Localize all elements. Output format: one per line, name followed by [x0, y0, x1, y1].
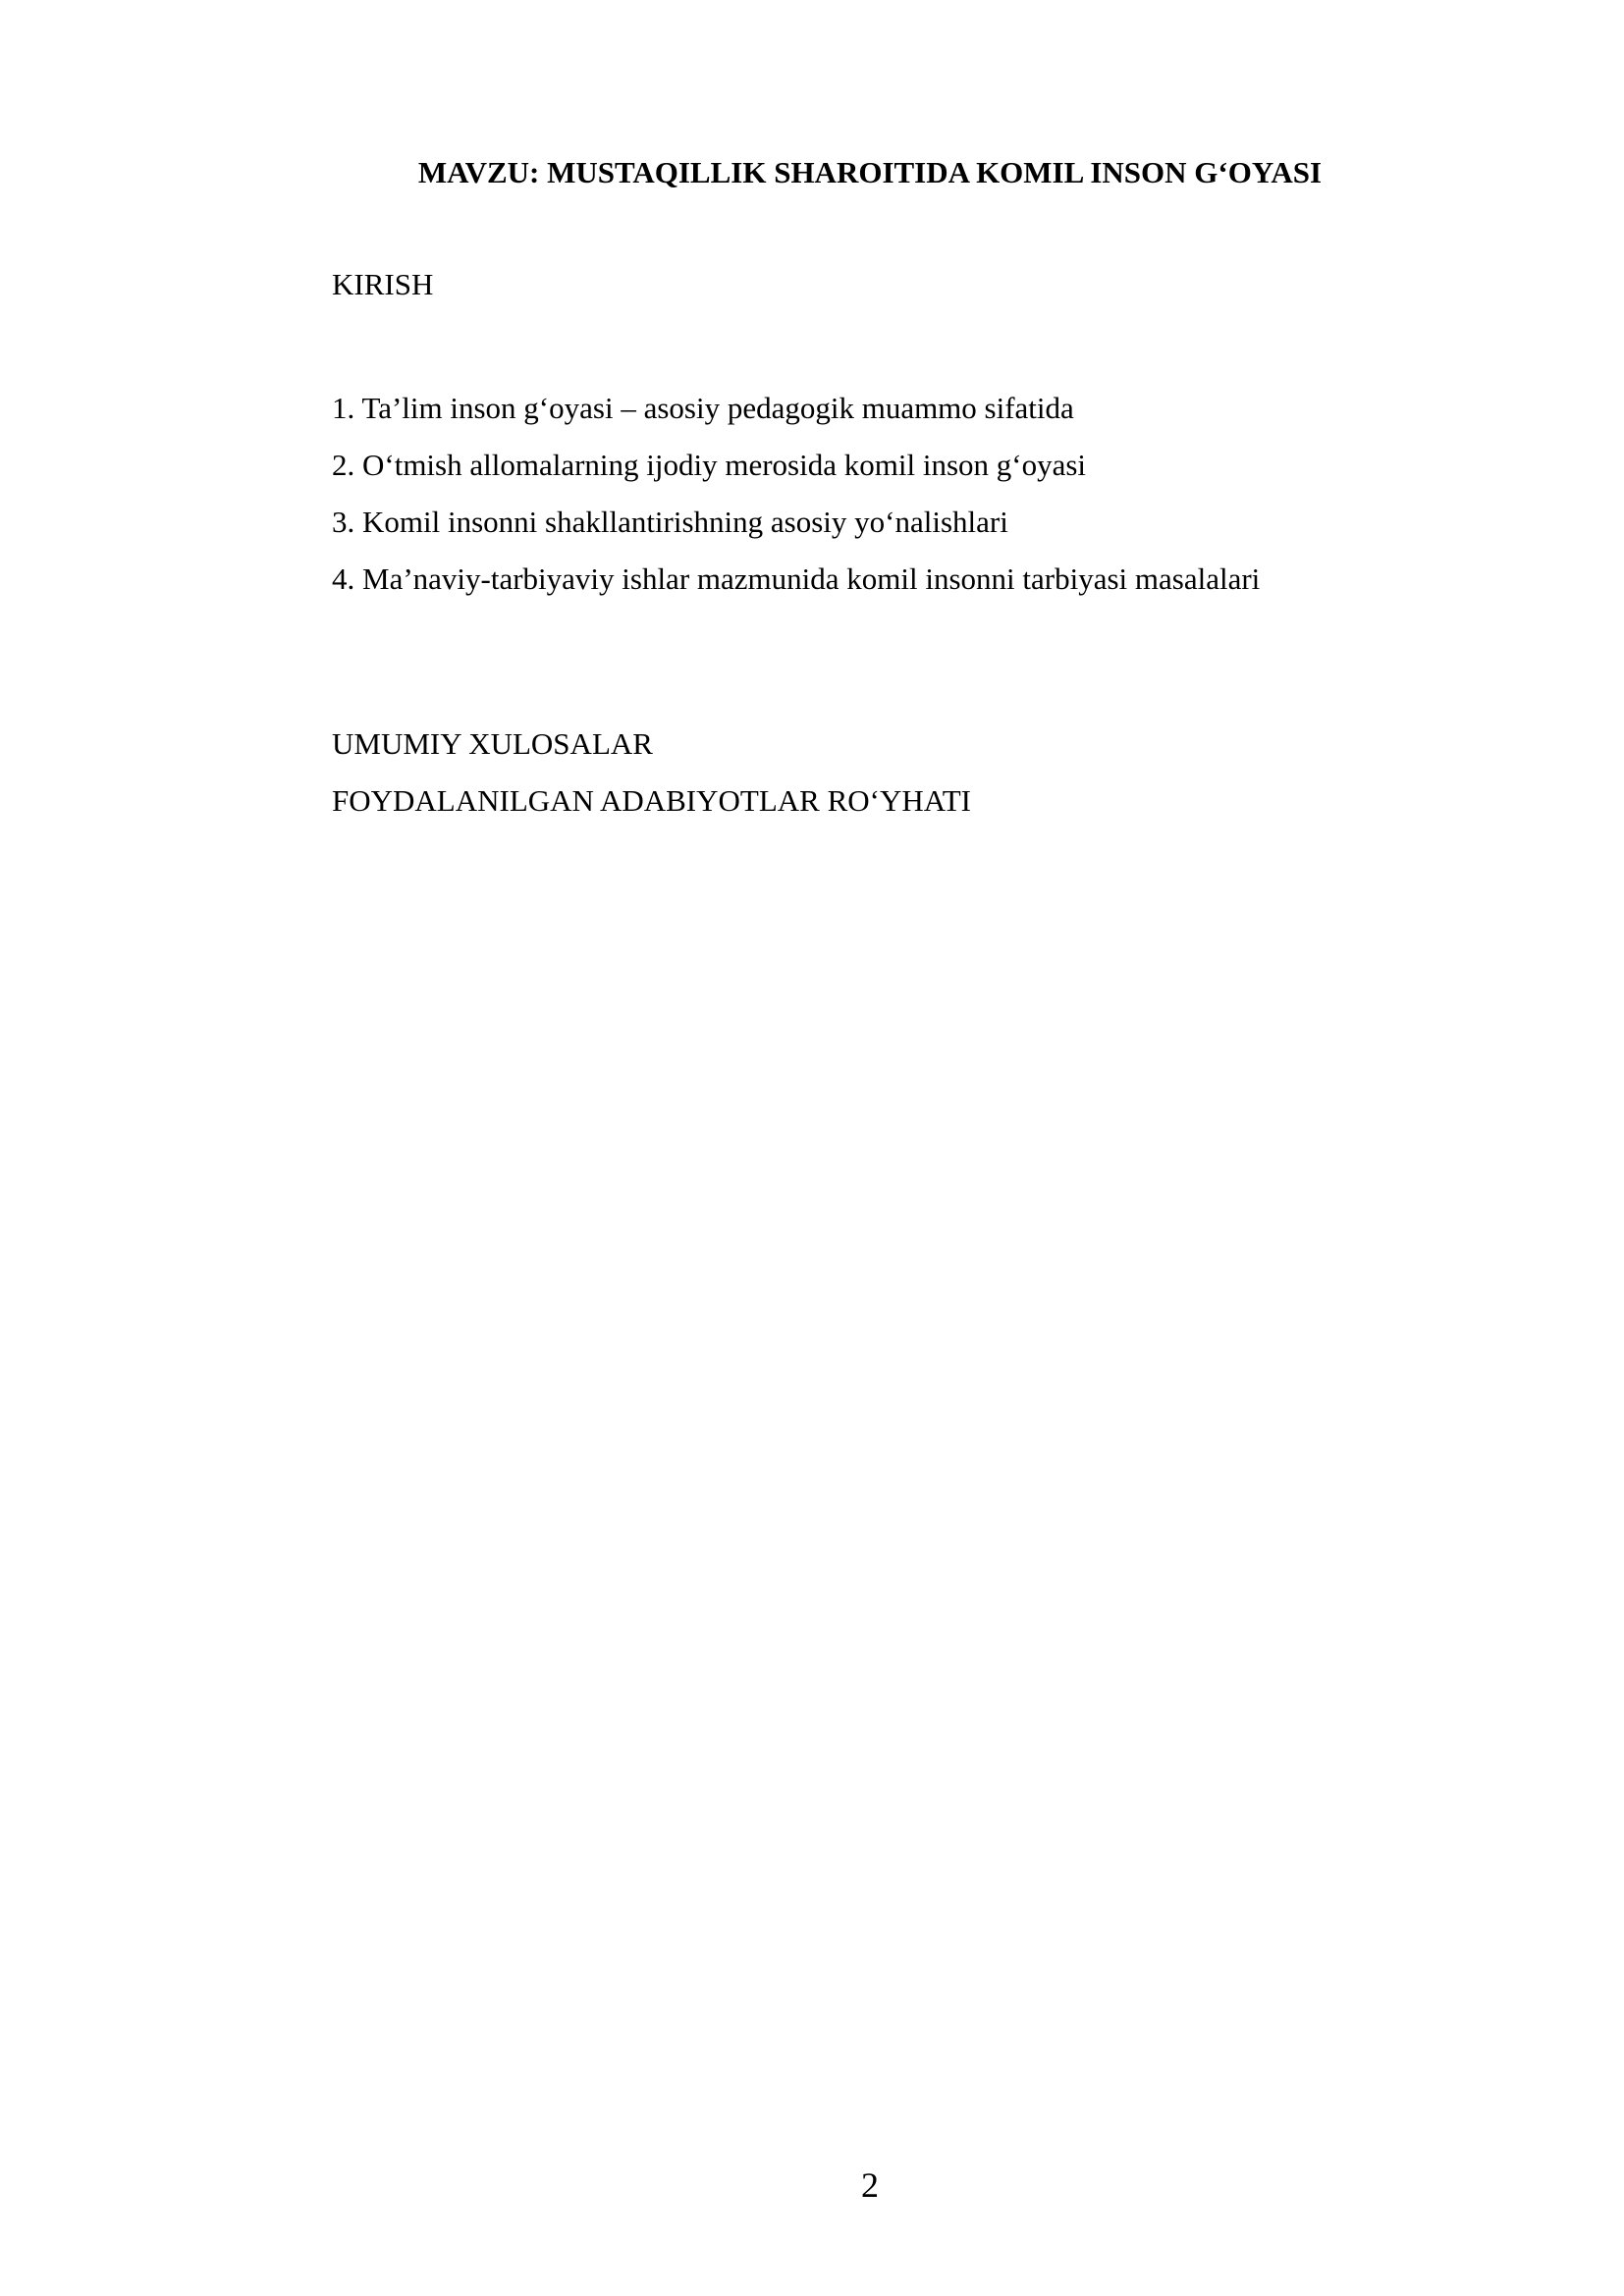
toc-item: 2. O‘tmish allomalarning ijodiy merosida komil inson g‘oyasi — [332, 448, 1087, 482]
toc-item: 1. Ta’lim inson g‘oyasi – asosiy pedagogik muammo sifatida — [332, 391, 1074, 425]
toc-endmatter — [332, 716, 971, 829]
table-of-contents — [332, 380, 1260, 608]
document-title: MAVZU: MUSTAQILLIK SHAROITIDA KOMIL INSON G‘OYASI — [417, 155, 1323, 189]
toc-bibliography: FOYDALANILGAN ADABIYOTLAR RO‘YHATI — [332, 783, 971, 818]
toc-item: 3. Komil insonni shakllantirishning asosiy yo‘nalishlari — [332, 505, 1008, 539]
page-number: 2 — [861, 2165, 879, 2205]
toc-intro-heading: KIRISH — [332, 267, 434, 301]
toc-conclusions: UMUMIY XULOSALAR — [332, 726, 653, 761]
toc-item: 4. Ma’naviy-tarbiyaviy ishlar mazmunida komil insonni tarbiyasi masalalari — [332, 561, 1261, 596]
